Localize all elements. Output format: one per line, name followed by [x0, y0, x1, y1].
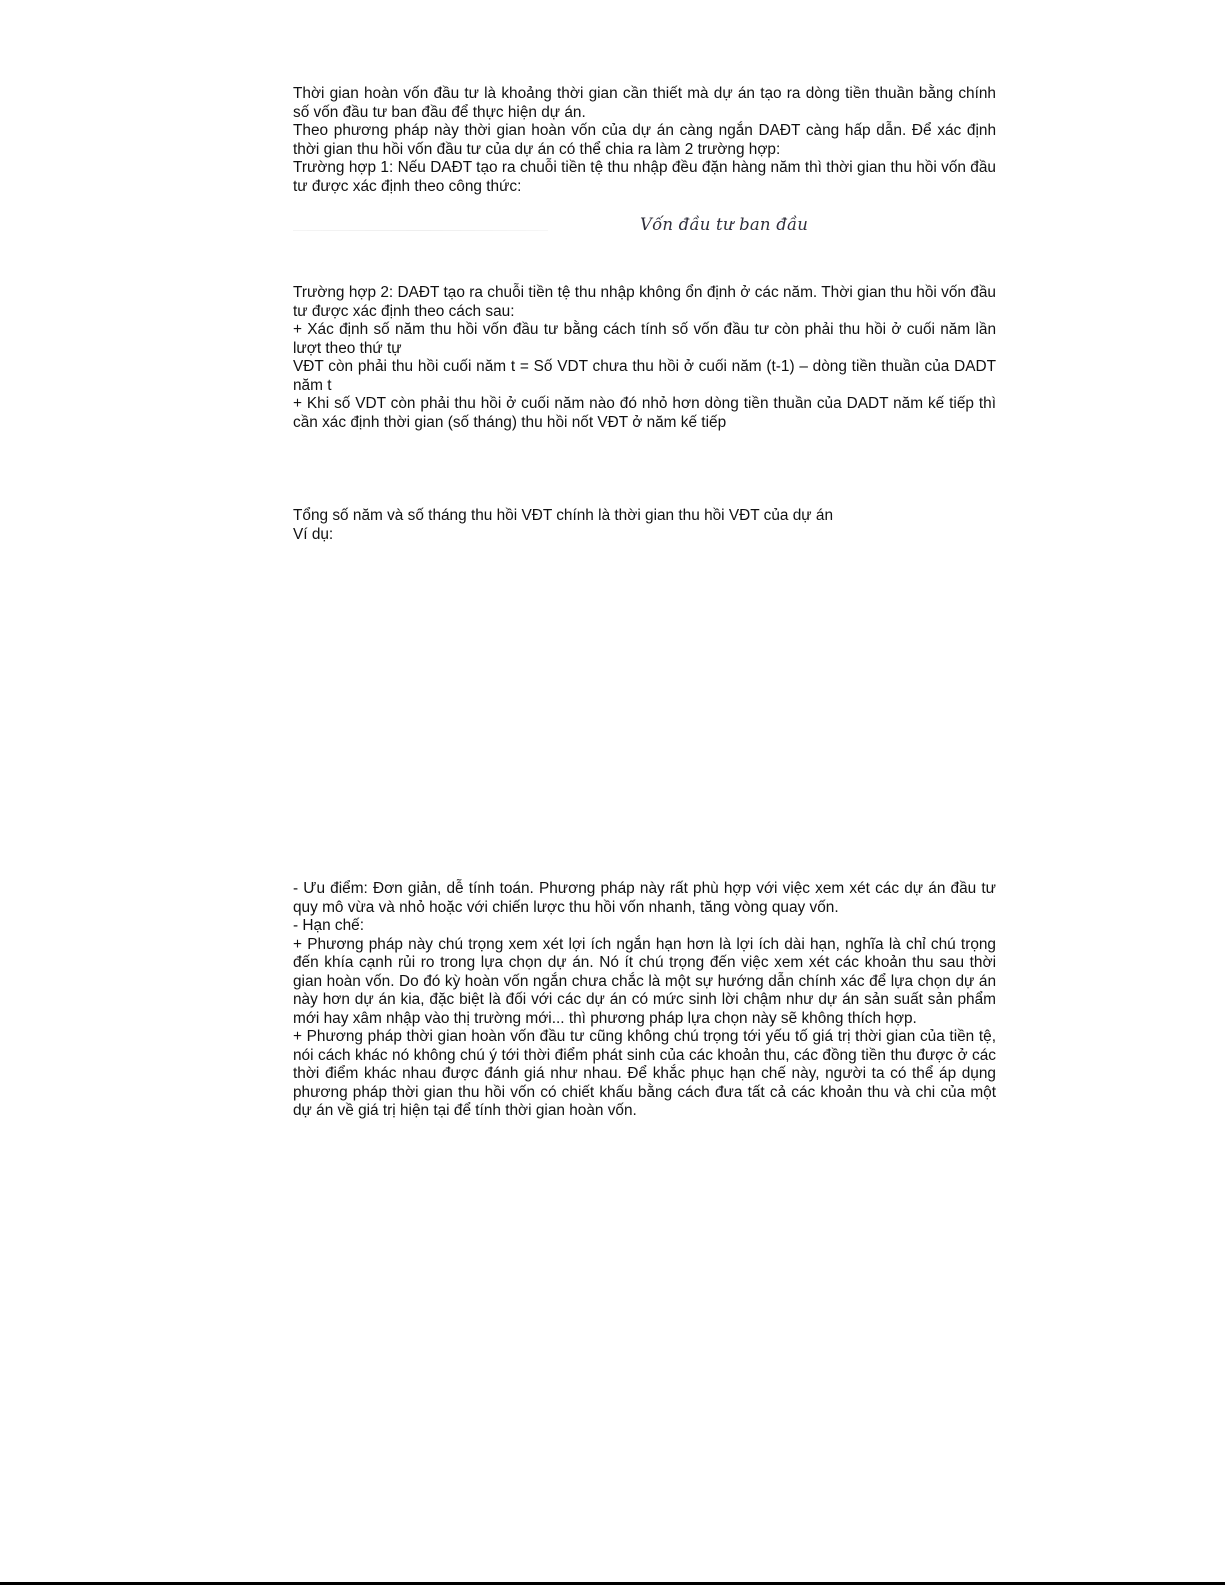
case2-paragraph-intro: Trường hợp 2: DAĐT tạo ra chuỗi tiền tệ thu nhập không ổn định ở các năm. Thời gian thu hồi vốn đầu tư được xác định theo cách sau:	[293, 284, 996, 320]
example-label: Ví dụ:	[293, 525, 334, 543]
limitation-paragraph-2: + Phương pháp thời gian hoàn vốn đầu tư cũng không chú trọng tới yếu tố giá trị thời gian của tiền tệ, nói cách khác nó không chú ý tới thời điểm phát sinh của các khoản thu, các đồng tiền thu được ở các thời điểm khác nhau được đánh giá như nhau. Để khắc phục hạn chế này, người ta có thể áp dụng phương pháp thời gian thu hồi vốn có chiết khấu bằng cách đưa tất cả các khoản thu và chi của một dự án về giá trị hiện tại để tính thời gian hoàn vốn.	[293, 1028, 996, 1119]
advantages-paragraph: - Ưu điểm: Đơn giản, dễ tính toán. Phương pháp này rất phù hợp với việc xem xét các dự án đầu tư quy mô vừa và nhỏ hoặc với chiến lược thu hồi vốn nhanh, tăng vòng quay vốn.	[293, 880, 996, 916]
intro-paragraph-method: Theo phương pháp này thời gian hoàn vốn của dự án càng ngắn DAĐT càng hấp dẫn. Để xác định thời gian thu hồi vốn đầu tư của dự án có thể chia ra làm 2 trường hợp:	[293, 122, 996, 158]
intro-paragraph-definition: Thời gian hoàn vốn đầu tư là khoảng thời gian cần thiết mà dự án tạo ra dòng tiền thuần bằng chính số vốn đầu tư ban đầu để thực hiện dự án.	[293, 85, 996, 121]
case2-paragraph-step1: + Xác định số năm thu hồi vốn đầu tư bằng cách tính số vốn đầu tư còn phải thu hồi ở cuối năm lần lượt theo thứ tự	[293, 321, 996, 357]
case2-paragraph-formula: VĐT còn phải thu hồi cuối năm t = Số VDT chưa thu hồi ở cuối năm (t-1) – dòng tiền thuần của DADT năm t	[293, 358, 996, 394]
case2-paragraph-step2: + Khi số VDT còn phải thu hồi ở cuối năm nào đó nhỏ hơn dòng tiền thuần của DADT năm kế tiếp thì cần xác định thời gian (số tháng) thu hồi nốt VĐT ở năm kế tiếp	[293, 395, 996, 431]
summary-paragraph: Tổng số năm và số tháng thu hồi VĐT chính là thời gian thu hồi VĐT của dự án	[293, 507, 834, 524]
formula-numerator: Vốn đầu tư ban đầu	[640, 215, 809, 234]
formula-fraction-remnant	[293, 230, 548, 231]
case2-section	[293, 284, 996, 432]
limitation-paragraph-1: + Phương pháp này chú trọng xem xét lợi ích ngắn hạn hơn là lợi ích dài hạn, nghĩa là chỉ chú trọng đến khía cạnh rủi ro trong lựa chọn dự án. Nó ít chú trọng đến việc xem xét các khoản thu sau thời gian hoàn vốn. Do đó kỳ hoàn vốn ngắn chưa chắc là một sự hướng dẫn chính xác để lựa chọn dự án này hơn dự án kia, đặc biệt là đối với các dự án có mức sinh lời chậm như dự án sản suất sản phẩm mới hay xâm nhập vào thị trường mới... thì phương pháp lựa chọn này sẽ không thích hợp.	[293, 935, 996, 1027]
intro-section	[293, 85, 996, 196]
summary-section	[293, 507, 996, 544]
evaluation-section	[293, 880, 996, 1121]
intro-paragraph-case1: Trường hợp 1: Nếu DAĐT tạo ra chuỗi tiền tệ thu nhập đều đặn hàng năm thì thời gian thu hồi vốn đầu tư được xác định theo công thức:	[293, 159, 996, 195]
limitations-heading: - Hạn chế:	[293, 917, 365, 934]
